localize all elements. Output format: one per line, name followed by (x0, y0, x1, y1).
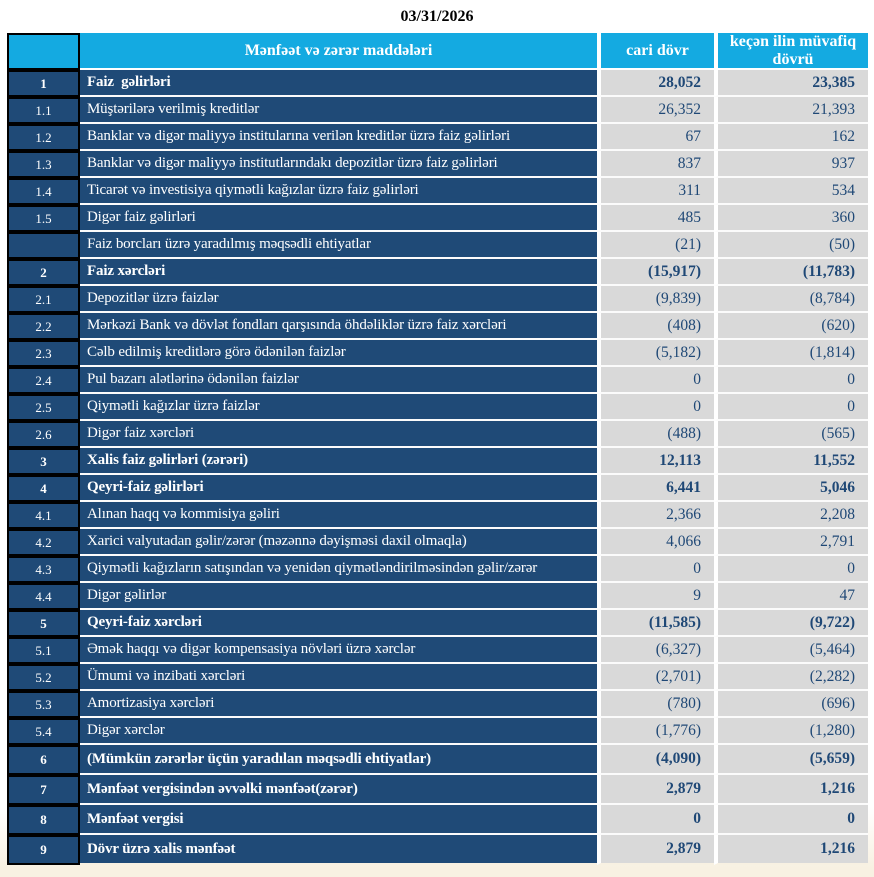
row-label: Banklar və digər maliyyə institularına verilən kreditlər üzrə faiz gəlirləri (80, 124, 597, 151)
row-current-value: (780) (597, 691, 714, 718)
row-previous-value: 162 (714, 124, 868, 151)
row-number: 1.3 (7, 151, 80, 178)
row-label: Dövr üzrə xalis mənfəət (80, 835, 597, 865)
row-current-value: 0 (597, 556, 714, 583)
table-row (7, 529, 868, 556)
row-number: 1.1 (7, 97, 80, 124)
corner-cell (7, 33, 80, 70)
row-number: 2.1 (7, 286, 80, 313)
table-row (7, 583, 868, 610)
table-row (7, 448, 868, 475)
row-number: 5.3 (7, 691, 80, 718)
row-current-value: 4,066 (597, 529, 714, 556)
header-row (7, 33, 868, 70)
row-number: 1.5 (7, 205, 80, 232)
row-label: Qeyri-faiz gəlirləri (80, 475, 597, 502)
row-current-value: (488) (597, 421, 714, 448)
row-number: 5.4 (7, 718, 80, 745)
table-row (7, 502, 868, 529)
row-current-value: 2,879 (597, 835, 714, 865)
table-row (7, 691, 868, 718)
row-current-value: 6,441 (597, 475, 714, 502)
row-current-value: 26,352 (597, 97, 714, 124)
row-number: 2 (7, 259, 80, 286)
row-number: 2.4 (7, 367, 80, 394)
table-row (7, 556, 868, 583)
row-number: 5.1 (7, 637, 80, 664)
table-row (7, 775, 868, 805)
row-previous-value: (565) (714, 421, 868, 448)
table-body (7, 70, 868, 865)
row-previous-value: 23,385 (714, 70, 868, 97)
row-number: 1 (7, 70, 80, 97)
row-label: Qiymətli kağızların satışından və yenidən qiymətləndirilməsindən gəlir/zərər (80, 556, 597, 583)
row-previous-value: (8,784) (714, 286, 868, 313)
row-previous-value: (1,280) (714, 718, 868, 745)
row-number: 6 (7, 745, 80, 775)
row-current-value: 2,366 (597, 502, 714, 529)
row-label: Pul bazarı alətlərinə ödənilən faizlər (80, 367, 597, 394)
row-current-value: 12,113 (597, 448, 714, 475)
row-current-value: 485 (597, 205, 714, 232)
row-current-value: (6,327) (597, 637, 714, 664)
row-number: 2.3 (7, 340, 80, 367)
row-label: Digər gəlirlər (80, 583, 597, 610)
row-label: Digər faiz xərcləri (80, 421, 597, 448)
row-previous-value: (9,722) (714, 610, 868, 637)
row-label: Digər xərclər (80, 718, 597, 745)
table-row (7, 805, 868, 835)
row-current-value: (11,585) (597, 610, 714, 637)
row-previous-value: 2,791 (714, 529, 868, 556)
report-date: 03/31/2026 (400, 8, 474, 25)
table-row (7, 313, 868, 340)
row-label: Faiz gəlirləri (80, 70, 597, 97)
table-row (7, 745, 868, 775)
table-row (7, 835, 868, 865)
row-label: Xarici valyutadan gəlir/zərər (məzənnə dəyişməsi daxil olmaqla) (80, 529, 597, 556)
row-previous-value: 0 (714, 556, 868, 583)
row-previous-value: (11,783) (714, 259, 868, 286)
row-current-value: (9,839) (597, 286, 714, 313)
row-label: Qiymətli kağızlar üzrə faizlər (80, 394, 597, 421)
table-row (7, 367, 868, 394)
row-current-value: 2,879 (597, 775, 714, 805)
row-current-value: (1,776) (597, 718, 714, 745)
row-label: Digər faiz gəlirləri (80, 205, 597, 232)
row-previous-value: 0 (714, 394, 868, 421)
row-current-value: (15,917) (597, 259, 714, 286)
row-number: 2.2 (7, 313, 80, 340)
row-label: Mənfəət vergisindən əvvəlki mənfəət(zərər) (80, 775, 597, 805)
row-current-value: 0 (597, 805, 714, 835)
row-number: 4.1 (7, 502, 80, 529)
table-row (7, 340, 868, 367)
row-previous-value: 21,393 (714, 97, 868, 124)
row-label: Ticarət və investisiya qiymətli kağızlar üzrə faiz gəlirləri (80, 178, 597, 205)
row-number: 4.2 (7, 529, 80, 556)
col-header-items: Mənfəət və zərər maddələri (80, 33, 597, 70)
col-header-current-period: cari dövr (597, 33, 714, 70)
table-row (7, 259, 868, 286)
row-current-value: 9 (597, 583, 714, 610)
row-previous-value: (50) (714, 232, 868, 259)
row-previous-value: (1,814) (714, 340, 868, 367)
row-previous-value: 1,216 (714, 775, 868, 805)
table-row (7, 610, 868, 637)
row-current-value: 0 (597, 394, 714, 421)
table-row (7, 205, 868, 232)
table-row (7, 475, 868, 502)
row-number: 2.5 (7, 394, 80, 421)
row-label: Faiz borcları üzrə yaradılmış məqsədli ehtiyatlar (80, 232, 597, 259)
table-row (7, 70, 868, 97)
row-label: Müştərilərə verilmiş kreditlər (80, 97, 597, 124)
row-current-value: 311 (597, 178, 714, 205)
row-previous-value: (620) (714, 313, 868, 340)
table-row (7, 286, 868, 313)
row-current-value: (5,182) (597, 340, 714, 367)
table-row (7, 232, 868, 259)
row-number: 7 (7, 775, 80, 805)
row-label: Amortizasiya xərcləri (80, 691, 597, 718)
row-previous-value: 47 (714, 583, 868, 610)
row-previous-value: (696) (714, 691, 868, 718)
row-label: Xalis faiz gəlirləri (zərəri) (80, 448, 597, 475)
row-number: 2.6 (7, 421, 80, 448)
row-number: 4.4 (7, 583, 80, 610)
row-current-value: (4,090) (597, 745, 714, 775)
row-previous-value: 534 (714, 178, 868, 205)
row-current-value: 28,052 (597, 70, 714, 97)
row-previous-value: (5,659) (714, 745, 868, 775)
row-number: 4 (7, 475, 80, 502)
row-number: 5.2 (7, 664, 80, 691)
pnl-table (7, 33, 868, 865)
row-label: Cəlb edilmiş kreditlərə görə ödənilən faizlər (80, 340, 597, 367)
row-current-value: 67 (597, 124, 714, 151)
row-current-value: 837 (597, 151, 714, 178)
table-row (7, 637, 868, 664)
table-row (7, 718, 868, 745)
row-label: (Mümkün zərərlər üçün yaradılan məqsədli ehtiyatlar) (80, 745, 597, 775)
row-previous-value: (2,282) (714, 664, 868, 691)
row-label: Qeyri-faiz xərcləri (80, 610, 597, 637)
table-row (7, 124, 868, 151)
row-previous-value: 0 (714, 805, 868, 835)
row-previous-value: 360 (714, 205, 868, 232)
row-current-value: (21) (597, 232, 714, 259)
row-number (7, 232, 80, 259)
row-label: Mənfəət vergisi (80, 805, 597, 835)
row-current-value: 0 (597, 367, 714, 394)
row-number: 1.2 (7, 124, 80, 151)
row-previous-value: (5,464) (714, 637, 868, 664)
row-number: 9 (7, 835, 80, 865)
row-previous-value: 937 (714, 151, 868, 178)
table-row (7, 97, 868, 124)
table-row (7, 421, 868, 448)
row-previous-value: 11,552 (714, 448, 868, 475)
col-header-previous-period: keçən ilin müvafiq dövrü (714, 33, 868, 70)
row-previous-value: 5,046 (714, 475, 868, 502)
row-label: Faiz xərcləri (80, 259, 597, 286)
row-previous-value: 0 (714, 367, 868, 394)
table-row (7, 394, 868, 421)
row-number: 3 (7, 448, 80, 475)
row-number: 1.4 (7, 178, 80, 205)
row-number: 4.3 (7, 556, 80, 583)
row-current-value: (408) (597, 313, 714, 340)
row-label: Ümumi və inzibati xərcləri (80, 664, 597, 691)
table-row (7, 178, 868, 205)
row-number: 5 (7, 610, 80, 637)
row-label: Alınan haqq və kommisiya gəliri (80, 502, 597, 529)
row-number: 8 (7, 805, 80, 835)
row-label: Mərkəzi Bank və dövlət fondları qarşısında öhdəliklər üzrə faiz xərcləri (80, 313, 597, 340)
row-previous-value: 1,216 (714, 835, 868, 865)
row-label: Depozitlər üzrə faizlər (80, 286, 597, 313)
table-row (7, 664, 868, 691)
row-current-value: (2,701) (597, 664, 714, 691)
row-previous-value: 2,208 (714, 502, 868, 529)
row-label: Banklar və digər maliyyə institutlarındakı depozitlər üzrə faiz gəlirləri (80, 151, 597, 178)
row-label: Əmək haqqı və digər kompensasiya növləri üzrə xərclər (80, 637, 597, 664)
table-row (7, 151, 868, 178)
